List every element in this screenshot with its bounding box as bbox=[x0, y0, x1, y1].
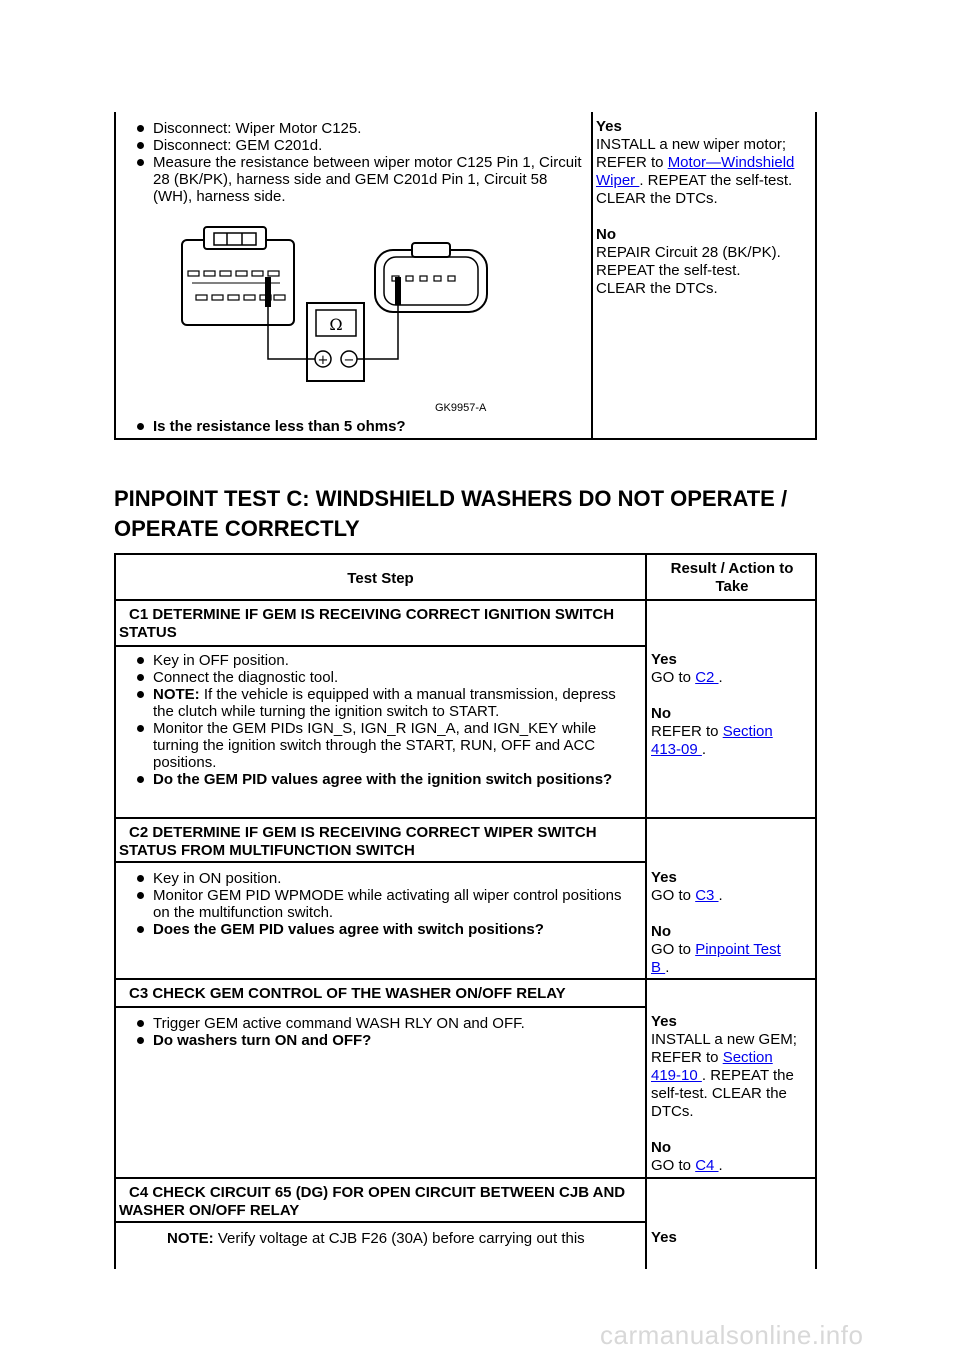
c3-yes-line-1: INSTALL a new GEM; bbox=[651, 1031, 797, 1048]
top-yes-label: Yes bbox=[596, 118, 622, 135]
header-result-action: Result / Action to Take bbox=[670, 560, 794, 595]
site-watermark: carmanualsonline.info bbox=[600, 1320, 864, 1350]
c4-title-border bbox=[114, 1221, 647, 1223]
c4-note: NOTE: Verify voltage at CJB F26 (30A) before carrying out this bbox=[167, 1230, 585, 1247]
top-yes-line-3: Wiper . REPEAT the self-test. bbox=[596, 172, 793, 189]
c3-yes-line-5: DTCs. bbox=[651, 1103, 694, 1120]
link-pinpoint-test-b-b[interactable]: B bbox=[651, 959, 666, 976]
link-section-413-09-a[interactable]: Section bbox=[722, 723, 773, 740]
bullet-disconnect-gem: Disconnect: GEM C201d. bbox=[123, 137, 583, 154]
c1-bullet-monitor-pids: Monitor the GEM PIDs IGN_S, IGN_R IGN_A, and IGN_KEY while turning the ignition switch through the START, RUN, OFF and ACC positions. bbox=[123, 720, 623, 771]
svg-text:Ω: Ω bbox=[329, 315, 343, 334]
link-c2[interactable]: C2 bbox=[695, 669, 719, 686]
top-no-label: No bbox=[596, 226, 616, 243]
c3-yes-label: Yes bbox=[651, 1013, 677, 1030]
c3-title-border bbox=[114, 1006, 647, 1008]
c2-bottom-border bbox=[114, 978, 817, 980]
c2-step-cell bbox=[123, 870, 623, 938]
c1-no-action-2: 413-09 . bbox=[651, 741, 707, 758]
top-no-line-1: REPAIR Circuit 28 (BK/PK). bbox=[596, 244, 781, 261]
link-wiper[interactable]: Wiper bbox=[596, 172, 640, 189]
top-question-cell bbox=[123, 418, 583, 435]
c1-bullet-note: NOTE: If the vehicle is equipped with a manual transmission, depress the clutch while turning the ignition switch to START. bbox=[123, 686, 623, 720]
c3-no-action: GO to C4 . bbox=[651, 1157, 723, 1174]
wiring-diagram-figure bbox=[170, 215, 510, 415]
c1-title: C1 DETERMINE IF GEM IS RECEIVING CORRECT IGNITION SWITCH STATUS bbox=[119, 606, 615, 641]
link-pinpoint-test-b-a[interactable]: Pinpoint Test bbox=[695, 941, 781, 958]
top-no-line-2: REPEAT the self-test. bbox=[596, 262, 741, 279]
c1-title-border bbox=[114, 645, 647, 647]
link-c3[interactable]: C3 bbox=[695, 887, 719, 904]
link-section-419-10-b[interactable]: 419-10 bbox=[651, 1067, 702, 1084]
c2-bullet-monitor-wpmode: Monitor GEM PID WPMODE while activating all wiper control positions on the multifunction switch. bbox=[123, 887, 623, 921]
top-yes-line-4: CLEAR the DTCs. bbox=[596, 190, 718, 207]
bullet-measure-resistance: Measure the resistance between wiper motor C125 Pin 1, Circuit 28 (BK/PK), harness side and GEM C201d Pin 1, Circuit 58 (WH), harness side. bbox=[123, 154, 583, 205]
c4-title: C4 CHECK CIRCUIT 65 (DG) FOR OPEN CIRCUIT BETWEEN CJB AND WASHER ON/OFF RELAY bbox=[119, 1184, 626, 1219]
c3-yes-line-3: 419-10 . REPEAT the bbox=[651, 1067, 794, 1084]
top-table-right-border bbox=[815, 112, 817, 440]
link-section-413-09-b[interactable]: 413-09 bbox=[651, 741, 702, 758]
c3-step-cell bbox=[123, 1015, 623, 1049]
bullet-disconnect-wiper-motor: Disconnect: Wiper Motor C125. bbox=[123, 120, 583, 137]
top-yes-line-1: INSTALL a new wiper motor; bbox=[596, 136, 787, 153]
figure-id-label: GK9957-A bbox=[435, 402, 487, 414]
c1-bottom-border bbox=[114, 817, 817, 819]
c2-result-cell bbox=[651, 869, 813, 977]
table-top-border bbox=[114, 553, 817, 555]
c3-yes-line-2: REFER to Section bbox=[651, 1049, 773, 1066]
top-table-divider bbox=[591, 112, 593, 440]
c1-bullet-key-off: Key in OFF position. bbox=[123, 652, 623, 669]
c2-no-action-1: GO to Pinpoint Test bbox=[651, 941, 781, 958]
c3-no-label: No bbox=[651, 1139, 671, 1156]
c1-no-action-1: REFER to Section bbox=[651, 723, 773, 740]
c2-title-border bbox=[114, 861, 647, 863]
ohmmeter bbox=[307, 303, 364, 381]
c1-bullet-connect-tool: Connect the diagnostic tool. bbox=[123, 669, 623, 686]
top-bullet-list bbox=[123, 120, 583, 205]
top-table-left-border bbox=[114, 112, 116, 440]
c3-yes-line-4: self-test. CLEAR the bbox=[651, 1085, 787, 1102]
c1-question: Do the GEM PID values agree with the ignition switch positions? bbox=[123, 771, 623, 788]
c3-bottom-border bbox=[114, 1177, 817, 1179]
top-step-cell bbox=[123, 120, 583, 205]
c4-yes-label: Yes bbox=[651, 1229, 677, 1246]
c3-title: C3 CHECK GEM CONTROL OF THE WASHER ON/OFF RELAY bbox=[129, 985, 566, 1002]
c1-yes-label: Yes bbox=[651, 651, 677, 668]
link-section-419-10-a[interactable]: Section bbox=[722, 1049, 773, 1066]
c2-no-label: No bbox=[651, 923, 671, 940]
c2-yes-label: Yes bbox=[651, 869, 677, 886]
c3-result-cell bbox=[651, 1013, 813, 1175]
top-table-bottom-border bbox=[114, 438, 817, 440]
c2-bullet-key-on: Key in ON position. bbox=[123, 870, 623, 887]
table-col-divider bbox=[645, 553, 647, 1269]
pinpoint-test-heading: PINPOINT TEST C: WINDSHIELD WASHERS DO NOT OPERATE / OPERATE CORRECTLY bbox=[114, 486, 788, 541]
top-yes-line-2: REFER to Motor—Windshield bbox=[596, 154, 795, 171]
top-result-cell bbox=[596, 118, 814, 298]
gem-connector bbox=[375, 243, 487, 312]
top-no-line-3: CLEAR the DTCs. bbox=[596, 280, 718, 297]
c2-question: Does the GEM PID values agree with switch positions? bbox=[123, 921, 623, 938]
header-bottom-border bbox=[114, 599, 817, 601]
c2-no-action-2: B . bbox=[651, 959, 670, 976]
svg-text:−: − bbox=[343, 353, 355, 368]
c3-bullet-trigger: Trigger GEM active command WASH RLY ON and OFF. bbox=[123, 1015, 623, 1032]
c2-yes-action: GO to C3 . bbox=[651, 887, 723, 904]
link-motor-windshield[interactable]: Motor—Windshield bbox=[667, 154, 795, 171]
c1-no-label: No bbox=[651, 705, 671, 722]
c3-question: Do washers turn ON and OFF? bbox=[123, 1032, 623, 1049]
header-test-step: Test Step bbox=[347, 570, 414, 587]
svg-text:+: + bbox=[317, 353, 329, 368]
question-resistance: Is the resistance less than 5 ohms? bbox=[123, 418, 583, 435]
table-right-border bbox=[815, 553, 817, 1269]
c1-yes-action: GO to C2 . bbox=[651, 669, 723, 686]
c2-title: C2 DETERMINE IF GEM IS RECEIVING CORRECT WIPER SWITCH STATUS FROM MULTIFUNCTION SWITCH bbox=[119, 824, 597, 859]
c1-step-cell bbox=[123, 652, 623, 788]
link-c4[interactable]: C4 bbox=[695, 1157, 719, 1174]
c1-result-cell bbox=[651, 651, 813, 759]
table-left-border bbox=[114, 553, 116, 1269]
wiper-motor-connector bbox=[182, 227, 294, 325]
